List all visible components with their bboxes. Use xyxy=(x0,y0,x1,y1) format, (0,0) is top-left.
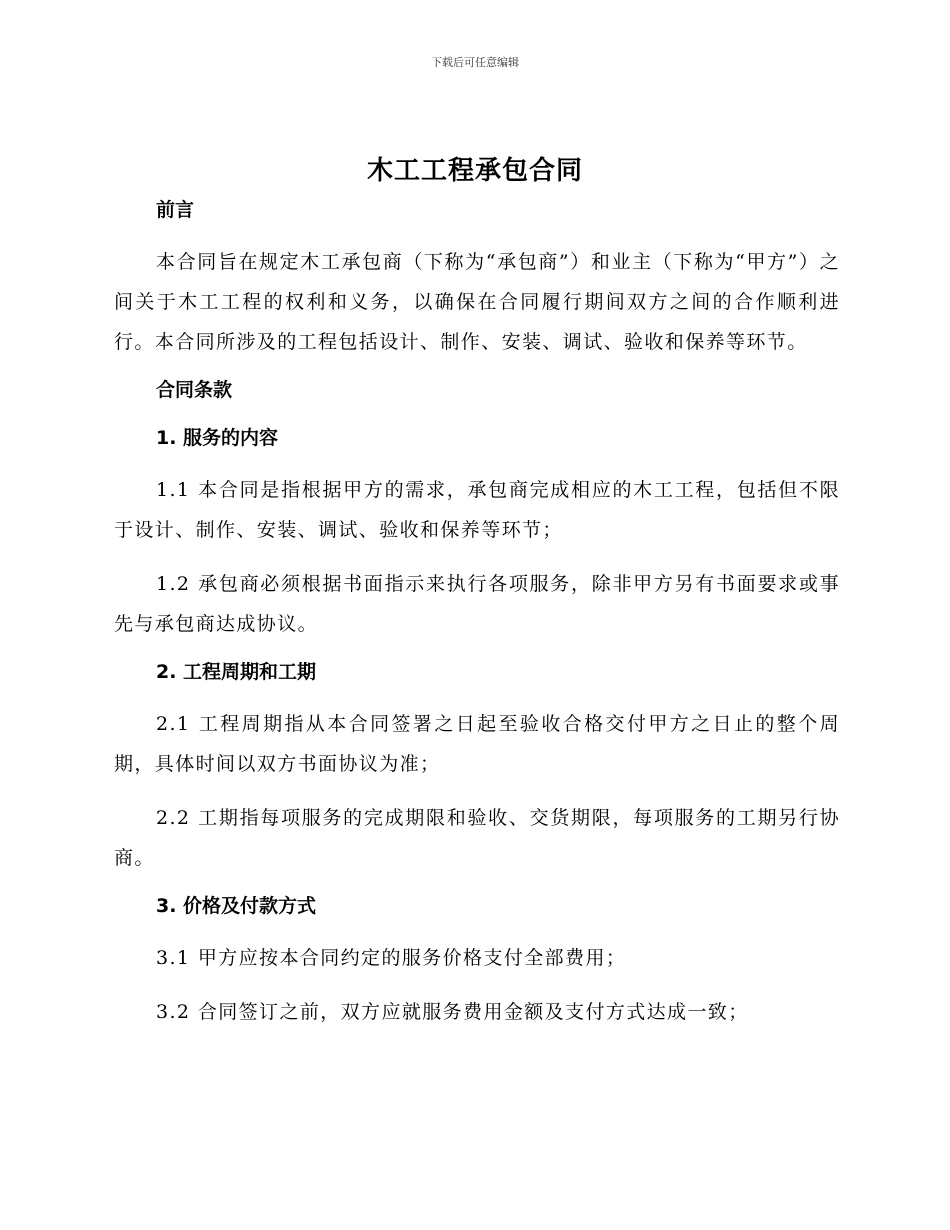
terms-heading: 合同条款 xyxy=(156,379,233,401)
preface-paragraph: 本合同旨在规定木工承包商（下称为“承包商”）和业主（下称为“甲方”）之间关于木工工程的权利和义务，以确保在合同履行期间双方之间的合作顺利进行。本合同所涉及的工程包括设计、制作、安装、调试、验收和保养等环节。 xyxy=(114,251,840,353)
section-3-heading: 3. 价格及付款方式 xyxy=(156,895,317,917)
clause-1-2: 1.2 承包商必须根据书面指示来执行各项服务，除非甲方另有书面要求或事先与承包商达成协议。 xyxy=(114,573,840,635)
clause-3-2: 3.2 合同签订之前，双方应就服务费用金额及支付方式达成一致； xyxy=(156,1001,749,1023)
clause-2-2: 2.2 工期指每项服务的完成期限和验收、交货期限，每项服务的工期另行协商。 xyxy=(114,807,840,869)
clause-3-1: 3.1 甲方应按本合同约定的服务价格支付全部费用； xyxy=(156,947,627,969)
preface-heading: 前言 xyxy=(156,199,195,221)
clause-1-1: 1.1 本合同是指根据甲方的需求，承包商完成相应的木工工程，包括但不限于设计、制作、安装、调试、验收和保养等环节； xyxy=(114,479,840,541)
document-body xyxy=(114,194,840,1032)
section-2-heading: 2. 工程周期和工期 xyxy=(156,661,317,683)
section-1-heading: 1. 服务的内容 xyxy=(156,427,279,449)
document-title: 木工工程承包合同 xyxy=(366,156,583,186)
page-header-note: 下载后可任意编辑 xyxy=(431,56,519,69)
clause-2-1: 2.1 工程周期指从本合同签署之日起至验收合格交付甲方之日止的整个周期，具体时间以双方书面协议为准； xyxy=(114,713,840,775)
